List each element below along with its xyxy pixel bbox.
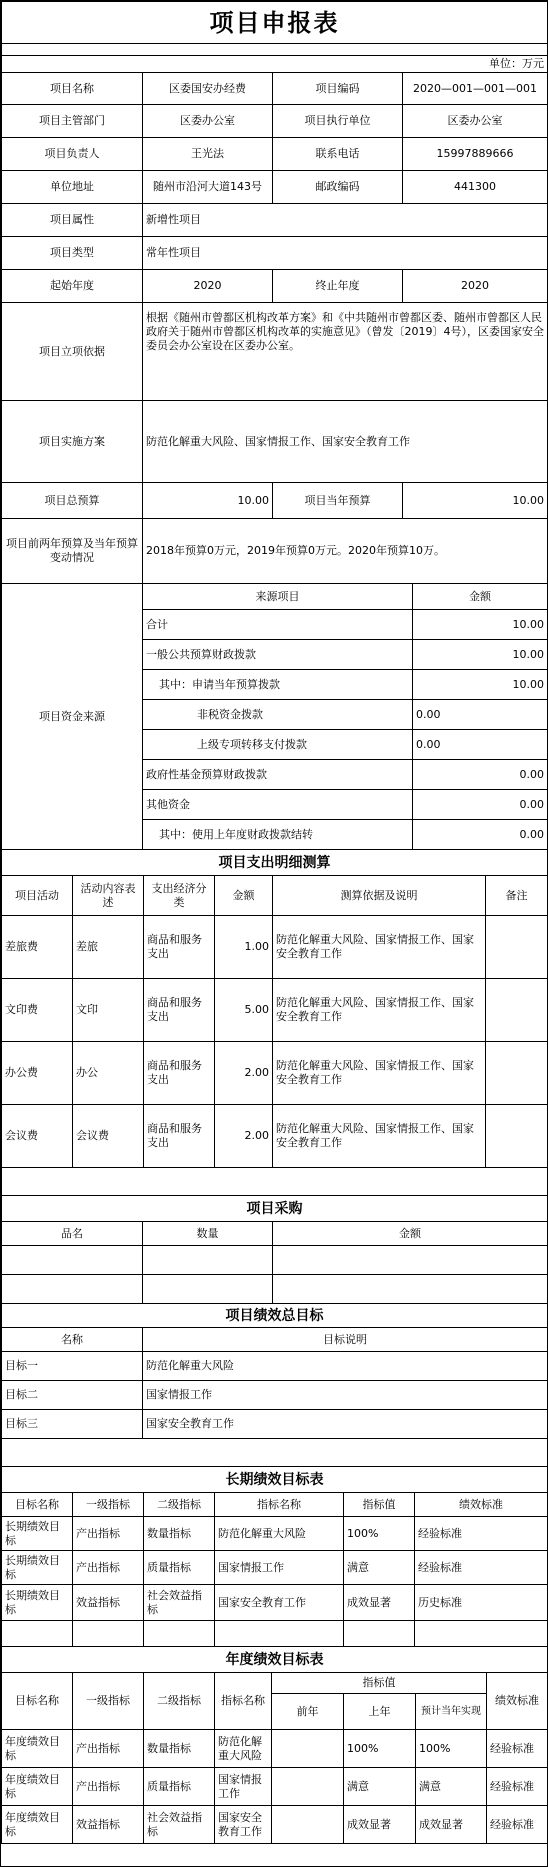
expense-basis: 防范化解重大风险、国家情报工作、国家安全教育工作 — [273, 1042, 486, 1105]
expense-note — [486, 979, 548, 1042]
annual-header: 一级指标 — [73, 1673, 144, 1730]
goal-name: 目标三 — [2, 1410, 143, 1439]
longterm-table — [1, 1466, 548, 1647]
spacer-row — [2, 44, 548, 56]
expense-amount: 1.00 — [215, 916, 273, 979]
purchase-title: 项目采购 — [2, 1196, 548, 1222]
funding-table — [1, 583, 548, 850]
plan-value: 防范化解重大风险、国家情报工作、国家安全教育工作 — [143, 401, 548, 483]
lt-level1: 产出指标 — [73, 1517, 144, 1551]
expense-class: 商品和服务支出 — [144, 1105, 215, 1168]
funding-row-amount: 0.00 — [413, 730, 548, 760]
lt-level2: 数量指标 — [144, 1517, 215, 1551]
project-name-value: 区委国安办经费 — [143, 73, 273, 105]
form-title: 项目申报表 — [2, 2, 548, 44]
purchase-cell — [273, 1275, 548, 1304]
purchase-cell — [143, 1246, 273, 1275]
lt-goal: 长期绩效目标 — [2, 1585, 73, 1621]
expense-activity: 办公费 — [2, 1042, 73, 1105]
goals-header: 名称 — [2, 1328, 143, 1352]
funding-row-name: 其中：申请当年预算拨款 — [143, 670, 413, 700]
lt-level1: 产出指标 — [73, 1551, 144, 1585]
goal-desc: 防范化解重大风险 — [143, 1352, 548, 1381]
table-row — [2, 1042, 548, 1105]
an-goal: 年度绩效目标 — [2, 1806, 73, 1844]
postcode-value: 441300 — [403, 171, 548, 204]
expense-header: 项目活动 — [2, 876, 73, 916]
spacer-row — [2, 1168, 548, 1196]
table-row — [2, 1381, 548, 1410]
type-label: 项目类型 — [2, 237, 143, 270]
phone-value: 15997889666 — [403, 138, 548, 171]
an-standard: 经验标准 — [487, 1806, 548, 1844]
empty-cell — [2, 1621, 73, 1647]
lt-goal: 长期绩效目标 — [2, 1517, 73, 1551]
an-level2: 质量指标 — [144, 1768, 215, 1806]
type-value: 常年性项目 — [143, 237, 548, 270]
address-value: 随州市沿河大道143号 — [143, 171, 273, 204]
expense-amount: 2.00 — [215, 1105, 273, 1168]
plan-label: 项目实施方案 — [2, 401, 143, 483]
longterm-header: 一级指标 — [73, 1493, 144, 1517]
annual-subheader: 前年 — [272, 1694, 344, 1730]
annual-header: 绩效标准 — [487, 1673, 548, 1730]
prev-value: 2018年预算0万元，2019年预算0万元。2020年预算10万。 — [143, 519, 548, 584]
lt-standard: 经验标准 — [415, 1551, 548, 1585]
an-standard: 经验标准 — [487, 1730, 548, 1768]
lt-value: 满意 — [344, 1551, 415, 1585]
an-level1: 效益指标 — [73, 1806, 144, 1844]
an-current: 成效显著 — [416, 1806, 487, 1844]
postcode-label: 邮政编码 — [273, 171, 403, 204]
empty-cell — [415, 1621, 548, 1647]
funding-row-amount: 0.00 — [413, 700, 548, 730]
funding-col-source: 来源项目 — [143, 584, 413, 610]
end-label: 终止年度 — [273, 270, 403, 303]
lt-level1: 效益指标 — [73, 1585, 144, 1621]
expense-header: 金额 — [215, 876, 273, 916]
expense-note — [486, 1105, 548, 1168]
funding-row-amount: 10.00 — [413, 670, 548, 700]
funding-row-amount: 0.00 — [413, 820, 548, 850]
an-standard: 经验标准 — [487, 1768, 548, 1806]
expense-activity: 会议费 — [2, 1105, 73, 1168]
goal-name: 目标二 — [2, 1381, 143, 1410]
expense-activity: 文印费 — [2, 979, 73, 1042]
expense-amount: 2.00 — [215, 1042, 273, 1105]
expense-header: 活动内容表述 — [73, 876, 144, 916]
purchase-cell — [143, 1275, 273, 1304]
goal-desc: 国家安全教育工作 — [143, 1410, 548, 1439]
lt-standard: 历史标准 — [415, 1585, 548, 1621]
unit-label: 单位：万元 — [2, 56, 548, 73]
table-row — [2, 1730, 548, 1768]
empty-cell — [73, 1621, 144, 1647]
expense-table — [1, 849, 548, 1196]
dept-value: 区委办公室 — [143, 105, 273, 138]
an-prev2 — [272, 1806, 344, 1844]
an-prev2 — [272, 1730, 344, 1768]
address-label: 单位地址 — [2, 171, 143, 204]
expense-header: 测算依据及说明 — [273, 876, 486, 916]
funding-row-amount: 10.00 — [413, 640, 548, 670]
project-name-label: 项目名称 — [2, 73, 143, 105]
goals-table — [1, 1303, 548, 1467]
an-prev2 — [272, 1768, 344, 1806]
table-row — [2, 1806, 548, 1844]
lt-indicator: 国家安全教育工作 — [215, 1585, 344, 1621]
funding-row-name: 非税资金拨款 — [143, 700, 413, 730]
dept-label: 项目主管部门 — [2, 105, 143, 138]
table-row — [2, 1352, 548, 1381]
goal-name: 目标一 — [2, 1352, 143, 1381]
an-indicator: 防范化解重大风险 — [215, 1730, 272, 1768]
lt-level2: 社会效益指标 — [144, 1585, 215, 1621]
info-table — [1, 1, 548, 584]
goal-desc: 国家情报工作 — [143, 1381, 548, 1410]
expense-amount: 5.00 — [215, 979, 273, 1042]
attr-label: 项目属性 — [2, 204, 143, 237]
funding-label: 项目资金来源 — [2, 584, 143, 850]
purchase-cell — [273, 1246, 548, 1275]
cur-budget-label: 项目当年预算 — [273, 483, 403, 519]
purchase-cell — [2, 1246, 143, 1275]
expense-basis: 防范化解重大风险、国家情报工作、国家安全教育工作 — [273, 916, 486, 979]
annual-header: 二级指标 — [144, 1673, 215, 1730]
lt-standard: 经验标准 — [415, 1517, 548, 1551]
annual-header: 目标名称 — [2, 1673, 73, 1730]
table-row — [2, 1585, 548, 1621]
an-prev1: 满意 — [344, 1768, 416, 1806]
funding-row-name: 政府性基金预算财政拨款 — [143, 760, 413, 790]
empty-cell — [215, 1621, 344, 1647]
table-row — [2, 1517, 548, 1551]
funding-row-amount: 0.00 — [413, 760, 548, 790]
funding-row-amount: 0.00 — [413, 790, 548, 820]
an-indicator: 国家安全教育工作 — [215, 1806, 272, 1844]
longterm-header: 指标值 — [344, 1493, 415, 1517]
annual-subheader: 上年 — [344, 1694, 416, 1730]
expense-desc: 办公 — [73, 1042, 144, 1105]
table-row — [2, 916, 548, 979]
an-current: 满意 — [416, 1768, 487, 1806]
expense-desc: 文印 — [73, 979, 144, 1042]
goals-header: 目标说明 — [143, 1328, 548, 1352]
expense-desc: 会议费 — [73, 1105, 144, 1168]
expense-note — [486, 1042, 548, 1105]
funding-row-amount: 10.00 — [413, 610, 548, 640]
budget-value: 10.00 — [143, 483, 273, 519]
an-level2: 数量指标 — [144, 1730, 215, 1768]
longterm-header: 指标名称 — [215, 1493, 344, 1517]
funding-row-name: 其他资金 — [143, 790, 413, 820]
table-row — [2, 1105, 548, 1168]
purchase-header: 金额 — [273, 1222, 548, 1246]
an-goal: 年度绩效目标 — [2, 1768, 73, 1806]
an-level1: 产出指标 — [73, 1730, 144, 1768]
purchase-table — [1, 1195, 548, 1304]
expense-activity: 差旅费 — [2, 916, 73, 979]
expense-header: 备注 — [486, 876, 548, 916]
attr-value: 新增性项目 — [143, 204, 548, 237]
lt-indicator: 防范化解重大风险 — [215, 1517, 344, 1551]
lt-value: 成效显著 — [344, 1585, 415, 1621]
purchase-header: 品名 — [2, 1222, 143, 1246]
exec-label: 项目执行单位 — [273, 105, 403, 138]
funding-col-amount: 金额 — [413, 584, 548, 610]
longterm-header: 目标名称 — [2, 1493, 73, 1517]
basis-value: 根据《随州市曾都区机构改革方案》和《中共随州市曾都区委、随州市曾都区人民政府关于随州市曾都区机构改革的实施意见》（曾发〔2019〕4号），区委国家安全委员会办公室设在区委办公室。 — [143, 303, 548, 401]
purchase-cell — [2, 1275, 143, 1304]
empty-cell — [344, 1621, 415, 1647]
start-value: 2020 — [143, 270, 273, 303]
end-value: 2020 — [403, 270, 548, 303]
funding-row-name: 其中：使用上年度财政拨款结转 — [143, 820, 413, 850]
expense-class: 商品和服务支出 — [144, 979, 215, 1042]
an-current: 100% — [416, 1730, 487, 1768]
goals-title: 项目绩效总目标 — [2, 1304, 548, 1328]
expense-header: 支出经济分类 — [144, 876, 215, 916]
lt-value: 100% — [344, 1517, 415, 1551]
basis-label: 项目立项依据 — [2, 303, 143, 401]
annual-header: 指标名称 — [215, 1673, 272, 1730]
phone-label: 联系电话 — [273, 138, 403, 171]
table-row — [2, 1410, 548, 1439]
project-code-label: 项目编码 — [273, 73, 403, 105]
prev-label: 项目前两年预算及当年预算变动情况 — [2, 519, 143, 584]
expense-desc: 差旅 — [73, 916, 144, 979]
leader-value: 王光法 — [143, 138, 273, 171]
expense-title: 项目支出明细测算 — [2, 850, 548, 876]
lt-indicator: 国家情报工作 — [215, 1551, 344, 1585]
an-goal: 年度绩效目标 — [2, 1730, 73, 1768]
project-code-value: 2020—001—001—001 — [403, 73, 548, 105]
cur-budget-value: 10.00 — [403, 483, 548, 519]
spacer-row — [2, 1439, 548, 1467]
expense-basis: 防范化解重大风险、国家情报工作、国家安全教育工作 — [273, 1105, 486, 1168]
table-row — [2, 979, 548, 1042]
empty-cell — [144, 1621, 215, 1647]
budget-label: 项目总预算 — [2, 483, 143, 519]
leader-label: 项目负责人 — [2, 138, 143, 171]
an-level1: 产出指标 — [73, 1768, 144, 1806]
expense-class: 商品和服务支出 — [144, 916, 215, 979]
an-level2: 社会效益指标 — [144, 1806, 215, 1844]
an-indicator: 国家情报工作 — [215, 1768, 272, 1806]
annual-subheader: 预计当年实现 — [416, 1694, 487, 1730]
lt-goal: 长期绩效目标 — [2, 1551, 73, 1585]
lt-level2: 质量指标 — [144, 1551, 215, 1585]
longterm-title: 长期绩效目标表 — [2, 1467, 548, 1493]
start-label: 起始年度 — [2, 270, 143, 303]
table-row — [2, 1768, 548, 1806]
annual-table — [1, 1646, 548, 1844]
purchase-header: 数量 — [143, 1222, 273, 1246]
annual-title: 年度绩效目标表 — [2, 1647, 548, 1673]
table-row — [2, 1551, 548, 1585]
funding-row-name: 合计 — [143, 610, 413, 640]
annual-header: 指标值 — [272, 1673, 487, 1694]
expense-class: 商品和服务支出 — [144, 1042, 215, 1105]
longterm-header: 二级指标 — [144, 1493, 215, 1517]
exec-value: 区委办公室 — [403, 105, 548, 138]
an-prev1: 成效显著 — [344, 1806, 416, 1844]
longterm-header: 绩效标准 — [415, 1493, 548, 1517]
an-prev1: 100% — [344, 1730, 416, 1768]
expense-note — [486, 916, 548, 979]
funding-row-name: 上级专项转移支付拨款 — [143, 730, 413, 760]
expense-basis: 防范化解重大风险、国家情报工作、国家安全教育工作 — [273, 979, 486, 1042]
funding-row-name: 一般公共预算财政拨款 — [143, 640, 413, 670]
